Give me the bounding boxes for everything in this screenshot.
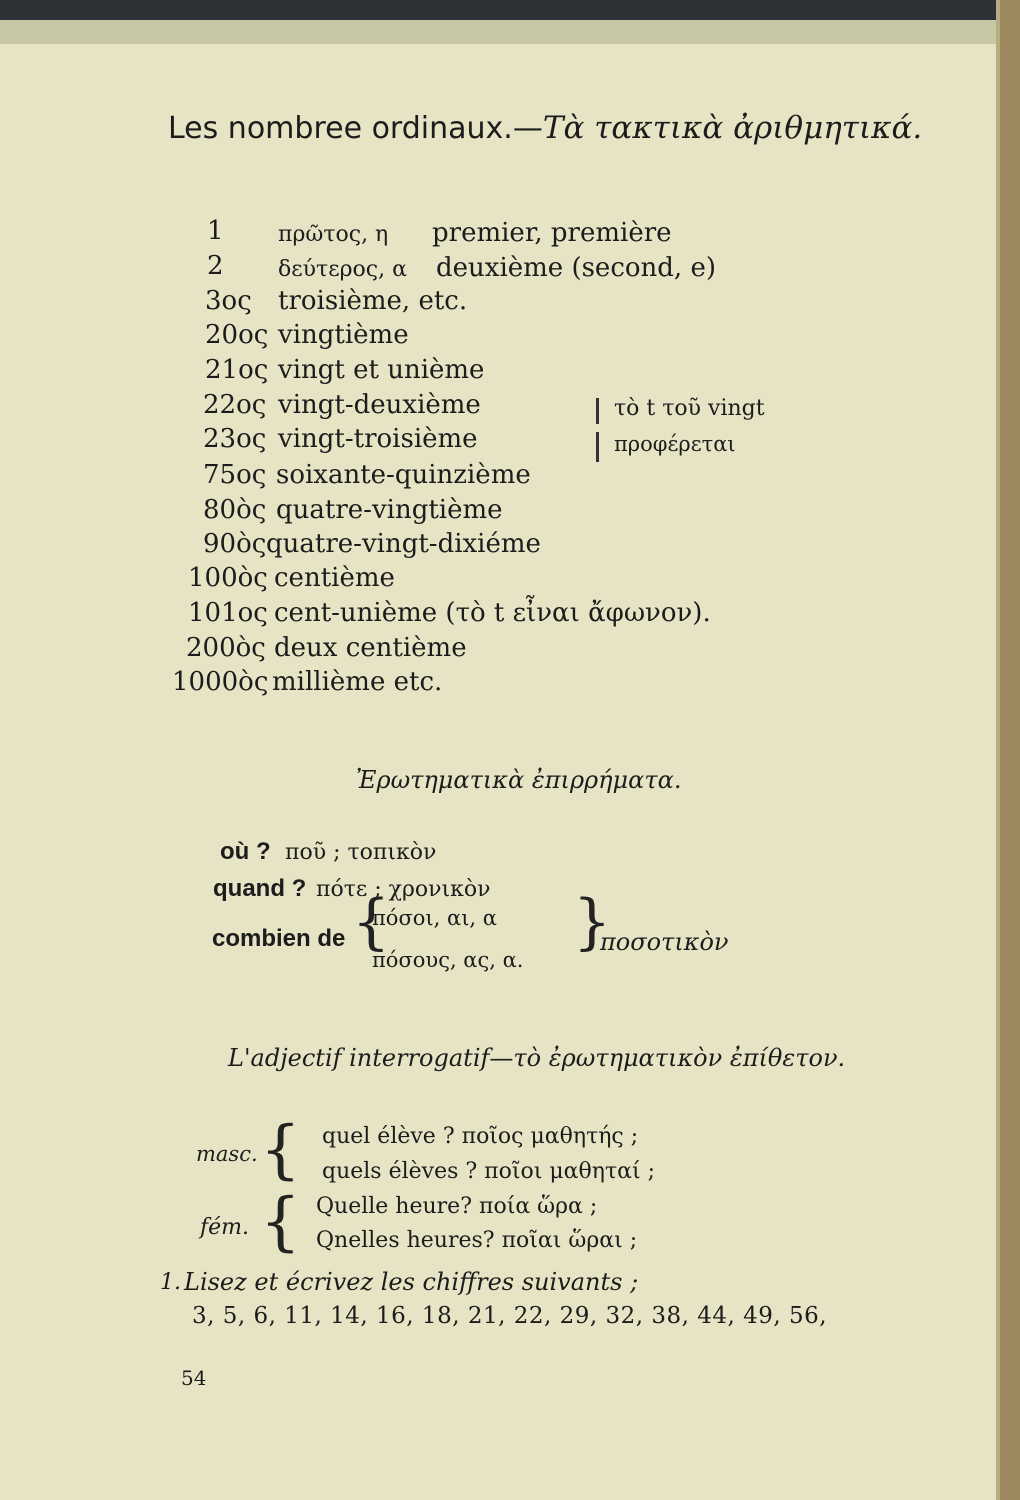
ordinal-french: cent-unième (τὸ t εἶναι ἄφωνον). bbox=[274, 598, 711, 628]
title-french: Les nombree ordinaux. bbox=[168, 111, 513, 146]
vingt-note-line2: προφέρεται bbox=[614, 432, 736, 456]
combien-right-brace: } bbox=[573, 887, 612, 957]
ordinal-french: deuxième (second, e) bbox=[436, 253, 716, 283]
adverb-quand-greek: πότε ; χρονικὸν bbox=[316, 877, 491, 902]
ordinal-french: soixante-quinzième bbox=[276, 460, 531, 490]
masc-brace: { bbox=[260, 1113, 301, 1187]
ordinal-greek: δεύτερος, α bbox=[278, 257, 407, 282]
adverb-ou-french: où ? bbox=[220, 838, 271, 865]
ordinal-number: 20ος bbox=[205, 320, 269, 350]
page-top-shadow bbox=[0, 20, 1000, 44]
ordinal-number: 1000ὸς bbox=[172, 667, 269, 697]
ordinal-french: vingt-deuxième bbox=[278, 390, 481, 420]
page-number: 54 bbox=[181, 1366, 207, 1390]
ordinal-number: 90ὸς bbox=[203, 529, 267, 559]
ordinal-number: 101ος bbox=[188, 598, 268, 628]
masc-label: masc. bbox=[196, 1142, 258, 1166]
ordinal-number: 23ος bbox=[203, 424, 267, 454]
vingt-note-line1: τὸ t τοῦ vingt bbox=[614, 396, 765, 421]
note-brace-top bbox=[596, 398, 599, 424]
combien-left-brace: { bbox=[352, 887, 391, 957]
ordinal-number: 100ὸς bbox=[188, 563, 268, 593]
ordinal-number: 21ος bbox=[205, 355, 269, 385]
ordinal-french: centième bbox=[274, 563, 395, 593]
fem-brace: { bbox=[260, 1185, 301, 1259]
fem-example-1: Quelle heure? ποία ὥρα ; bbox=[316, 1194, 598, 1219]
posotikon-label: ποσοτικὸν bbox=[600, 928, 729, 956]
exercise-number: 1. bbox=[160, 1270, 181, 1295]
ordinal-number: 80ὸς bbox=[203, 495, 267, 525]
ordinal-french: millième etc. bbox=[272, 667, 443, 697]
book-spine bbox=[1000, 0, 1020, 1500]
adverb-combien-french: combien de bbox=[212, 925, 346, 952]
fem-label: fém. bbox=[200, 1215, 250, 1240]
masc-example-2: quels élèves ? ποῖοι μαθηταί ; bbox=[322, 1159, 656, 1184]
title-dash: — bbox=[512, 111, 543, 146]
ordinal-number: 3ος bbox=[205, 286, 252, 316]
ordinal-french: deux centième bbox=[274, 633, 467, 663]
ordinal-french: troisième, etc. bbox=[278, 286, 468, 316]
ordinal-number: 75ος bbox=[203, 460, 267, 490]
combien-greek-2: πόσους, ας, α. bbox=[372, 948, 524, 972]
exercise-numbers: 3, 5, 6, 11, 14, 16, 18, 21, 22, 29, 32, 38, 44, 49, 56, bbox=[192, 1303, 828, 1329]
page-title bbox=[168, 110, 922, 146]
masc-example-1: quel élève ? ποῖος μαθητής ; bbox=[322, 1124, 639, 1149]
ordinal-french: vingt et unième bbox=[278, 355, 485, 385]
ordinal-french: vingt-troisième bbox=[278, 424, 478, 454]
ordinal-french: vingtième bbox=[278, 320, 409, 350]
note-brace-bottom bbox=[596, 432, 599, 462]
combien-greek-1: πόσοι, αι, α bbox=[372, 906, 497, 930]
adverb-ou-greek: ποῦ ; τοπικὸν bbox=[285, 840, 437, 865]
adverbs-heading: Ἐρωτηματικὰ ἐπιρρήματα. bbox=[356, 766, 682, 794]
ordinal-greek: πρῶτος, η bbox=[278, 222, 389, 247]
ordinal-number: 2 bbox=[207, 251, 224, 281]
exercise-instruction: Lisez et écrivez les chiffres suivants ; bbox=[184, 1268, 639, 1296]
ordinal-french: quatre-vingtième bbox=[276, 495, 503, 525]
ordinal-number: 1 bbox=[207, 216, 224, 246]
adjective-heading: L'adjectif interrogatif—τὸ ἐρωτηματικὸν ἐπίθετον. bbox=[228, 1044, 846, 1072]
ordinal-french: premier, première bbox=[432, 218, 672, 248]
title-greek: Τὰ τακτικὰ ἀριθμητικά. bbox=[542, 110, 923, 146]
scan-top-edge bbox=[0, 0, 1020, 20]
adverb-quand-french: quand ? bbox=[213, 875, 307, 902]
ordinal-number: 22ος bbox=[203, 390, 267, 420]
ordinal-number: 200ὸς bbox=[186, 633, 266, 663]
ordinal-french: quatre-vingt-dixiéme bbox=[266, 529, 541, 559]
fem-example-2: Qnelles heures? ποῖαι ὥραι ; bbox=[316, 1228, 638, 1253]
